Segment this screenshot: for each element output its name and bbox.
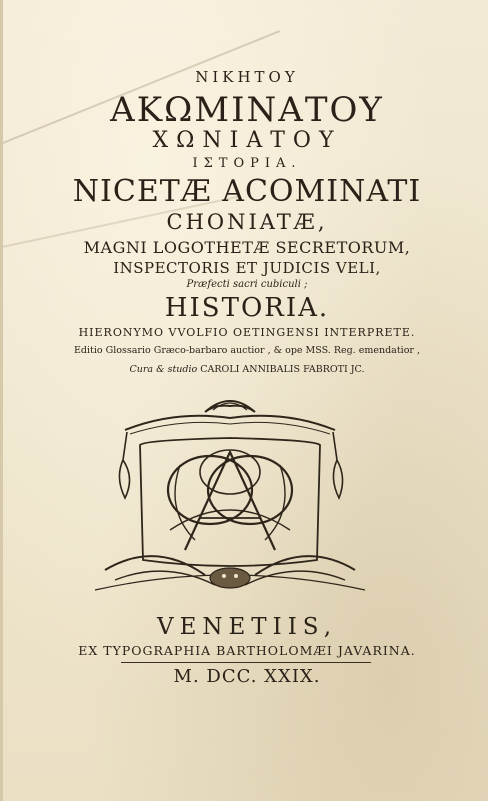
office-line-2: INSPECTORIS ET JUDICIS VELI,	[113, 259, 381, 277]
latin-author-line-1: NICETÆ ACOMINATI	[72, 174, 422, 209]
translator-line: HIERONYMO VVOLFIO OETINGENSI INTERPRETE.	[78, 326, 416, 339]
greek-author-line-1: ΝΙΚΗΤΟΥ	[195, 68, 299, 86]
printer-line: EX TYPOGRAPHIA BARTHOLOMÆI JAVARINA.	[78, 643, 416, 658]
place-line: VENETIIS,	[156, 614, 338, 640]
editor-name: CAROLI ANNIBALIS FABROTI JC.	[200, 364, 365, 375]
greek-title: ΙΣΤΟΡΙΑ.	[192, 156, 302, 171]
latin-title: HISTORIA.	[164, 293, 330, 323]
office-line-1: MAGNI LOGOTHETÆ SECRETORUM,	[83, 238, 411, 257]
editor-line	[3, 364, 488, 375]
greek-author-line-3: ΧΩΝΙΑΤΟΥ	[152, 128, 342, 153]
latin-author-line-2: CHONIATÆ,	[166, 210, 328, 234]
year-line: M. DCC. XXIX.	[173, 666, 321, 687]
printer-monogram-ornament-icon	[85, 390, 375, 602]
divider-rule	[121, 662, 371, 663]
office-line-3: Præfecti sacri cubiculi ;	[186, 279, 308, 290]
edition-note: Editio Glossario Græco-barbaro auctior , & ope MSS. Reg. emendatior ,	[74, 345, 420, 356]
editor-prefix: Cura & studio	[129, 364, 198, 375]
greek-author-line-2: ΑΚΩΜΙΝΑΤΟΥ	[110, 90, 384, 130]
